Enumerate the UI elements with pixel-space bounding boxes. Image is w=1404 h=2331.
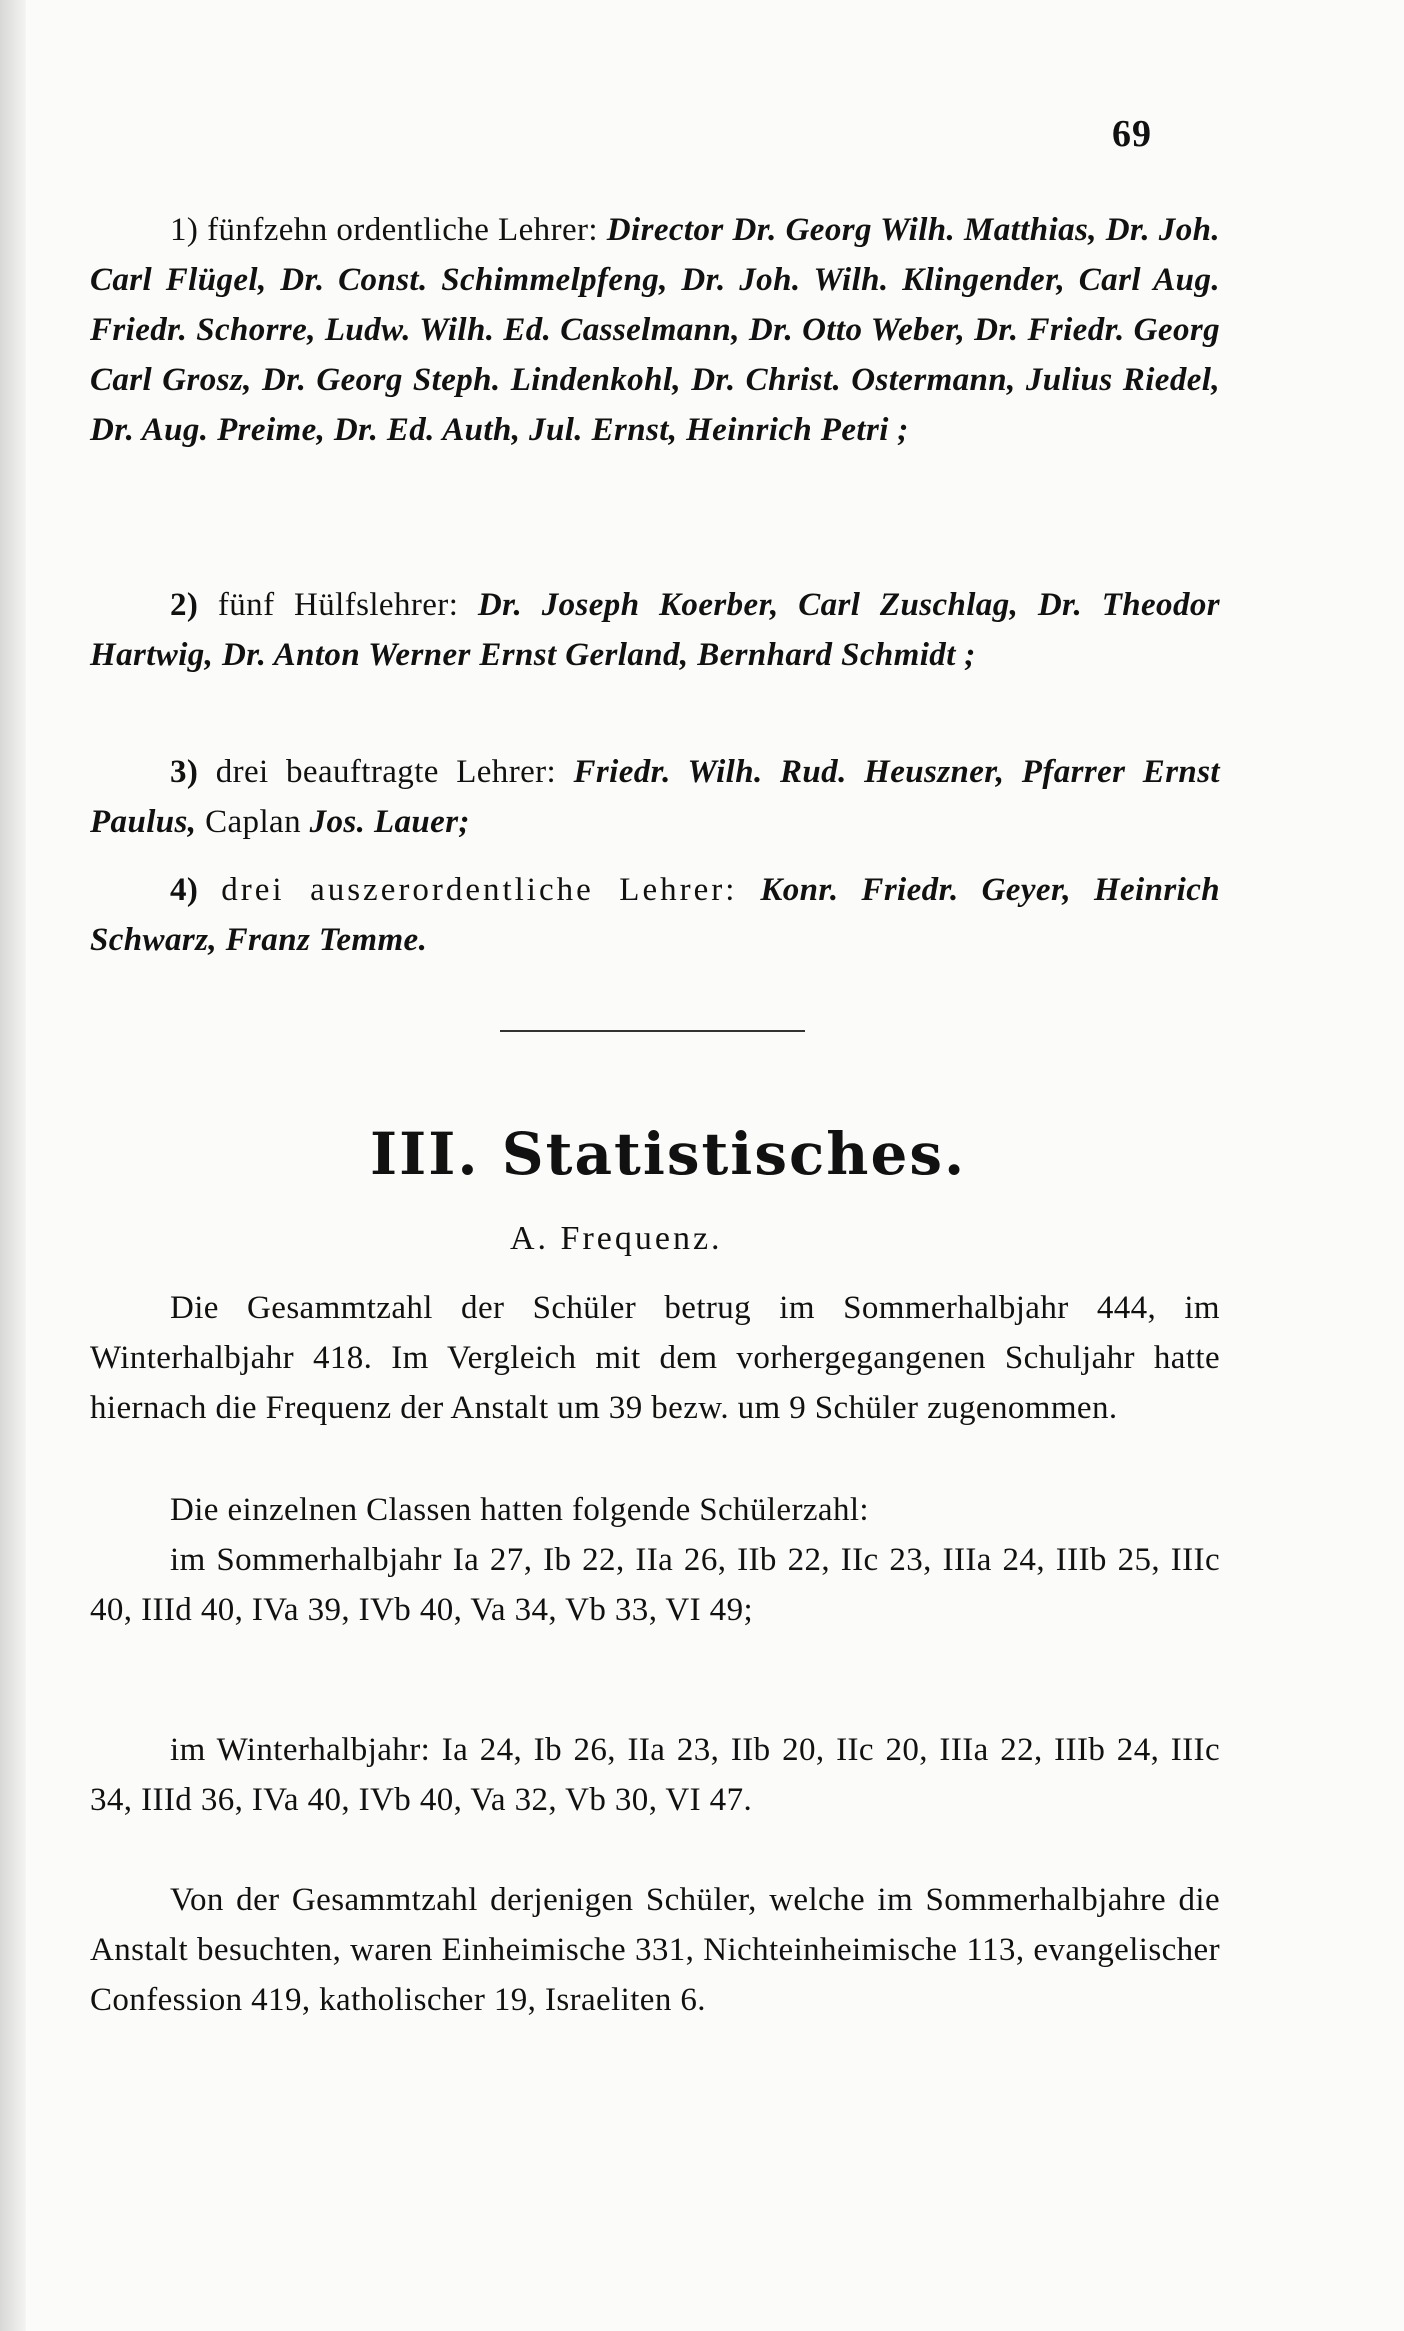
paragraph-text: Die Gesammtzahl der Schüler betrug im Sommerhalbjahr 444, im Winterhalbjahr 418. Im Vergleich mit dem vorhergegangenen Schuljahr hatte hiernach die Frequenz der Anstalt um 39 bezw. um 9 Schüler zugenommen.: [90, 1290, 1220, 1426]
page-gutter-shadow: [0, 0, 26, 2331]
frequency-paragraph-4: [90, 1875, 1220, 2025]
sub-heading: A. Frequenz.: [510, 1220, 723, 1257]
winter-class-counts: im Winterhalbjahr: Ia 24, Ib 26, IIa 23, IIb 20, IIc 20, IIIa 22, IIIb 24, IIIc 34, IIId 36, IVa 40, IVb 40, Va 32, Vb 30, VI 47.: [90, 1732, 1220, 1818]
teacher-names-b: Pfarrer Ernst Paulus,: [90, 754, 1220, 840]
teacher-list-item-1: [90, 205, 1220, 455]
teacher-names: Konr. Friedr. Geyer, Heinrich Schwarz, Franz Temme.: [90, 872, 1220, 958]
teacher-list-item-2: [90, 580, 1220, 680]
item-number: 1): [170, 212, 199, 248]
teacher-title: Caplan: [205, 804, 301, 840]
teacher-names: Dr. Joseph Koerber, Carl Zuschlag, Dr. Theodor Hartwig, Dr. Anton Werner Ernst Gerland, Bernhard Schmidt ;: [90, 587, 1220, 673]
item-intro: drei beauftragte Lehrer:: [215, 754, 557, 790]
summer-class-counts: im Sommerhalbjahr Ia 27, Ib 22, IIa 26, IIb 22, IIc 23, IIIa 24, IIIb 25, IIIc 40, IIId 40, IVa 39, IVb 40, Va 34, Vb 33, VI 49;: [90, 1542, 1220, 1628]
section-heading: III. Statistisches.: [370, 1120, 967, 1188]
frequency-paragraph-3: [90, 1725, 1220, 1825]
item-intro: fünf Hülfslehrer:: [217, 587, 459, 623]
paragraph-text: Die einzelnen Classen hatten folgende Schülerzahl:: [170, 1492, 869, 1528]
teacher-names-a: Friedr. Wilh. Rud. Heuszner,: [573, 754, 1005, 790]
page-number: 69: [1112, 113, 1152, 155]
teacher-list-item-3: [90, 747, 1220, 847]
item-intro: fünfzehn ordentliche Lehrer:: [207, 212, 598, 248]
paragraph-text: Von der Gesammtzahl derjenigen Schüler, welche im Sommerhalbjahre die Anstalt besuchten, waren Einheimische 331, Nichteinheimische 113, evangelischer Confession 419, katholischer 19, Israeliten 6.: [90, 1882, 1220, 2018]
item-number: 2): [170, 587, 199, 623]
teacher-names-d: Jos. Lauer;: [309, 804, 470, 840]
item-intro: drei auszerordentliche Lehrer:: [221, 872, 738, 908]
frequency-paragraph-1: [90, 1283, 1220, 1433]
item-number: 4): [170, 872, 199, 908]
section-divider: [500, 1030, 805, 1032]
summer-class-list: [90, 1535, 1220, 1635]
item-number: 3): [170, 754, 199, 790]
frequency-paragraph-2: [90, 1485, 1220, 1635]
teacher-names: Director Dr. Georg Wilh. Matthias, Dr. Joh. Carl Flügel, Dr. Const. Schimmelpfeng, Dr. Joh. Wilh. Klingender, Carl Aug. Friedr. Schorre, Ludw. Wilh. Ed. Casselmann, Dr. Otto Weber, Dr. Friedr. Georg Carl Grosz, Dr. Georg Steph. Lindenkohl, Dr. Christ. Ostermann, Julius Riedel, Dr. Aug. Preime, Dr. Ed. Auth, Jul. Ernst, Heinrich Petri ;: [90, 212, 1221, 448]
teacher-list-item-4: [90, 865, 1220, 965]
